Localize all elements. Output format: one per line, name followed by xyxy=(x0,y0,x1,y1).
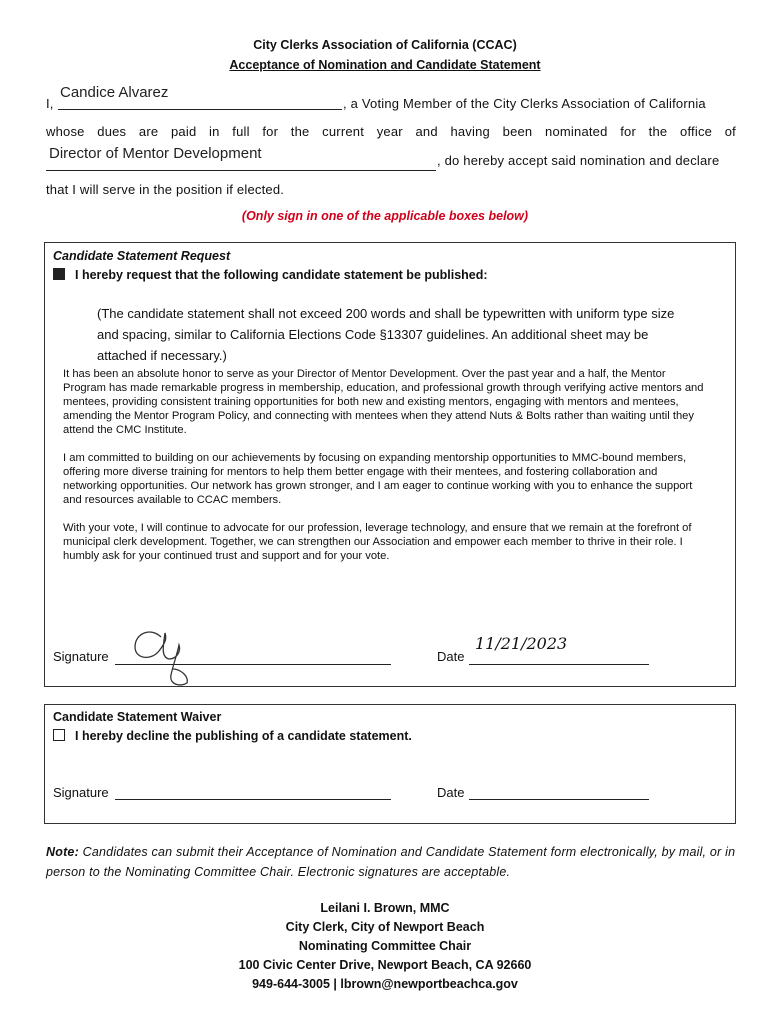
sign-instruction: (Only sign in one of the applicable boxes below) xyxy=(241,209,529,223)
contact-role: Nominating Committee Chair xyxy=(298,939,472,953)
contact-address: 100 Civic Center Drive, Newport Beach, CA 92660 xyxy=(238,958,532,972)
statement-request-checkbox[interactable] xyxy=(53,268,65,280)
contact-block xyxy=(0,899,770,994)
intro-line-4: that I will serve in the position if elected. xyxy=(46,182,285,197)
waiver-signature-line[interactable] xyxy=(115,799,391,800)
statement-paragraph: It has been an absolute honor to serve as your Director of Mentor Development. Over the past year and a half, the Mentor Program has made remarkable progress in membership, education, and professional growth through verifying active mentors and mentees, providing consistent training opportunities for both new and existing mentors, engaging with mentors and mentees, amending the Mentor Program Policy, and connecting with mentees when they attend Nuts & Bolts rather than waiting until they attend the CMC Institute. xyxy=(63,368,704,436)
intro-line-2: whose dues are paid in full for the current year and having been nominated for the office of xyxy=(46,124,736,139)
waiver-checkbox-label: I hereby decline the publishing of a candidate statement. xyxy=(75,729,412,743)
intro-prefix: I, xyxy=(46,96,54,111)
waiver-signature-label: Signature xyxy=(53,785,109,800)
waiver-date-line[interactable] xyxy=(469,799,649,800)
note-label: Note: xyxy=(46,845,79,859)
name-field[interactable] xyxy=(58,83,342,110)
contact-title: City Clerk, City of Newport Beach xyxy=(285,920,485,934)
statement-guideline: (The candidate statement shall not exceed 200 words and shall be typewritten with uniform type size and spacing, similar to California Elections Code §13307 guidelines. An additional sheet may be attached if necessary.) xyxy=(97,306,675,363)
waiver-box-title: Candidate Statement Waiver xyxy=(53,710,222,724)
statement-waiver-box xyxy=(44,704,736,824)
statement-checkbox-label: I hereby request that the following candidate statement be published: xyxy=(75,268,488,282)
statement-paragraph: With your vote, I will continue to advocate for our profession, leverage technology, and ensure that we remain at the forefront of municipal clerk development. Together, we can strengthen our Association and empower each member to thrive in their role. I humbly ask for your continued trust and support and for your vote. xyxy=(63,522,692,562)
waiver-checkbox-row xyxy=(53,729,412,743)
statement-date-label: Date xyxy=(437,649,465,664)
note-text: Candidates can submit their Acceptance of Nomination and Candidate Statement form electronically, by mail, or in person to the Nominating Committee Chair. Electronic signatures are acceptable. xyxy=(46,845,736,879)
office-field[interactable] xyxy=(46,143,436,171)
statement-signature-label: Signature xyxy=(53,649,109,664)
office-field-value: Director of Mentor Development xyxy=(49,145,262,162)
submission-note xyxy=(46,842,736,882)
contact-name: Leilani I. Brown, MMC xyxy=(320,901,450,915)
statement-date-line[interactable] xyxy=(469,664,649,665)
form-title: City Clerks Association of California (CCAC) xyxy=(253,38,517,52)
form-subtitle-text: Acceptance of Nomination and Candidate Statement xyxy=(229,58,541,72)
statement-date-value: 11/21/2023 xyxy=(475,634,568,653)
handwritten-signature xyxy=(121,625,201,689)
statement-paragraph: I am committed to building on our achievements by focusing on expanding mentorship opportunities to MMC-bound members, offering more diverse training for mentors to help them better engage with their mentees, and fostering collaboration and networking opportunities. Our network has grown stronger, and I am eager to continue working with you to enhance the support and resources available to CCAC members. xyxy=(63,452,693,506)
statement-box-title: Candidate Statement Request xyxy=(53,249,231,263)
intro-after-name: , a Voting Member of the City Clerks Association of California xyxy=(343,96,706,111)
statement-checkbox-row xyxy=(53,268,488,282)
intro-after-office: , do hereby accept said nomination and declare xyxy=(437,153,720,168)
waiver-checkbox[interactable] xyxy=(53,729,65,741)
statement-request-box xyxy=(44,242,736,687)
waiver-date-label: Date xyxy=(437,785,465,800)
contact-phone-email: 949-644-3005 | lbrown@newportbeachca.gov xyxy=(252,977,518,991)
name-field-value: Candice Alvarez xyxy=(60,84,169,101)
candidate-statement xyxy=(63,367,711,563)
form-subtitle xyxy=(0,58,770,72)
